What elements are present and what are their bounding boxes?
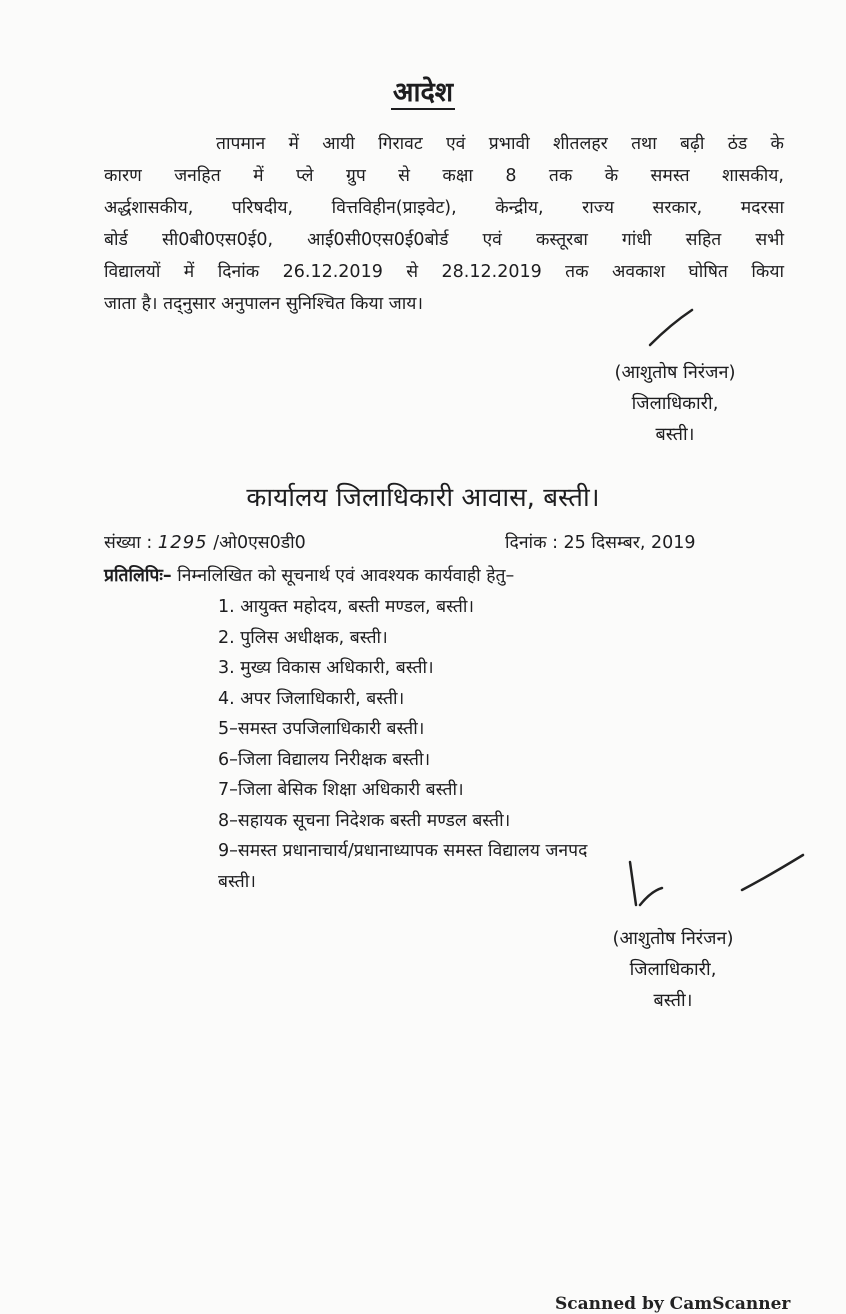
order-line: तापमान में आयी गिरावट एवं प्रभावी शीतलहर तथा बढ़ी ठंड के — [216, 134, 784, 154]
signatory-name: (आशुतोष निरंजन) — [612, 928, 734, 949]
number-suffix: /ओ0एस0डी0 — [213, 533, 306, 553]
list-item: 6–जिला विद्यालय निरीक्षक बस्ती। — [218, 749, 431, 770]
signatory-place: बस्ती। — [653, 990, 693, 1011]
copy-label: प्रतिलिपिः– — [104, 566, 172, 586]
list-item: 7–जिला बेसिक शिक्षा अधिकारी बस्ती। — [218, 780, 464, 800]
list-item-continuation: बस्ती। — [218, 871, 256, 892]
list-item: 1. आयुक्त महोदय, बस्ती मण्डल, बस्ती। — [218, 597, 475, 617]
signatory-place: बस्ती। — [655, 424, 695, 445]
reference-date: दिनांक : 25 दिसम्बर, 2019 — [505, 533, 696, 553]
order-line: अर्द्धशासकीय, परिषदीय, वित्तविहीन(प्राइवेट), केन्द्रीय, राज्य सरकार, मदरसा — [104, 198, 784, 218]
order-line: बोर्ड सी0बी0एस0ई0, आई0सी0एस0ई0बोर्ड एवं कस्तूरबा गांधी सहित सभी — [104, 230, 784, 250]
office-heading: कार्यालय जिलाधिकारी आवास, बस्ती। — [246, 483, 600, 513]
copy-text: निम्नलिखित को सूचनार्थ एवं आवश्यक कार्यवाही हेतु– — [177, 566, 515, 586]
order-line: विद्यालयों में दिनांक 26.12.2019 से 28.12.2019 तक अवकाश घोषित किया — [104, 262, 784, 282]
signatory-designation: जिलाधिकारी, — [631, 393, 719, 414]
scanner-watermark: Scanned by CamScanner — [555, 1294, 791, 1314]
order-line: जाता है। तद्नुसार अनुपालन सुनिश्चित किया जाय। — [104, 294, 424, 314]
list-item: 9–समस्त प्रधानाचार्य/प्रधानाध्यापक समस्त विद्यालय जनपद — [218, 841, 588, 861]
list-item: 3. मुख्य विकास अधिकारी, बस्ती। — [218, 658, 434, 678]
list-item: 5–समस्त उपजिलाधिकारी बस्ती। — [218, 719, 425, 739]
signatory-name: (आशुतोष निरंजन) — [614, 362, 736, 383]
order-line: कारण जनहित में प्ले ग्रुप से कक्षा 8 तक के समस्त शासकीय, — [104, 166, 784, 186]
list-item: 2. पुलिस अधीक्षक, बस्ती। — [218, 627, 388, 648]
list-item: 8–सहायक सूचना निदेशक बस्ती मण्डल बस्ती। — [218, 810, 511, 831]
order-title-text: आदेश — [392, 77, 454, 108]
number-label: संख्या : — [104, 533, 153, 553]
signatory-designation: जिलाधिकारी, — [629, 959, 717, 980]
list-item: 4. अपर जिलाधिकारी, बस्ती। — [218, 688, 405, 709]
handwritten-number: 1295 — [157, 532, 208, 553]
